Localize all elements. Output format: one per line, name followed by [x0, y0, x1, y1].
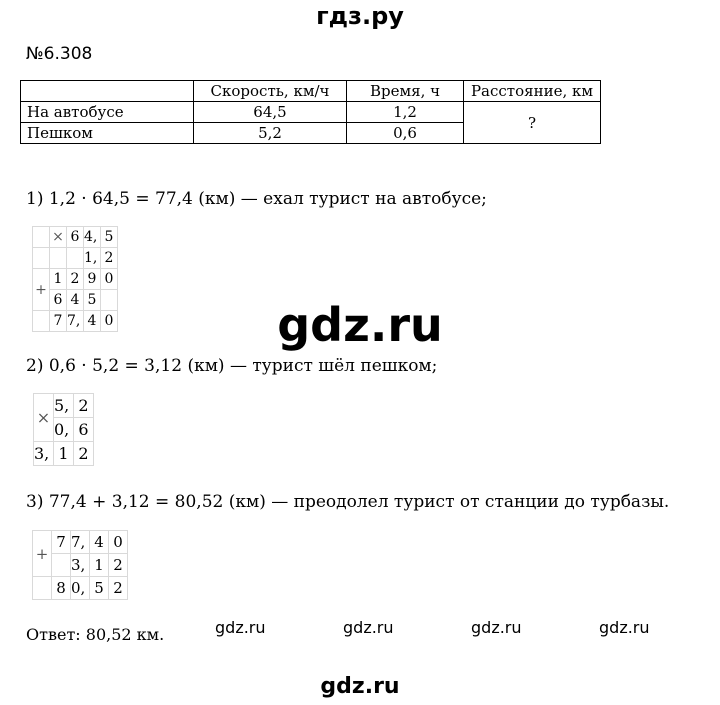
digit: 9 [84, 269, 101, 290]
addition-grid [32, 530, 128, 600]
table-header-row [21, 81, 601, 102]
table-header-cell: Расстояние, км [464, 81, 601, 102]
speed-cell: 64,5 [194, 102, 347, 123]
table-header-cell: Время, ч [347, 81, 464, 102]
speed-cell: 5,2 [194, 123, 347, 144]
watermark-bottom: gdz.ru [320, 674, 400, 699]
digit: 8 [52, 577, 71, 600]
table-row [21, 102, 601, 123]
digit: 0 [109, 531, 128, 554]
digit: 5 [101, 227, 118, 248]
digit: 2 [109, 577, 128, 600]
digit: 1 [54, 442, 74, 466]
table-header-cell [21, 81, 194, 102]
times-sign: × [50, 227, 67, 248]
solution-step: 3) 77,4 + 3,12 = 80,52 (км) — преодолел турист от станции до турбазы. [26, 492, 670, 512]
plus-sign: + [33, 269, 50, 311]
watermark-small: gdz.ru [471, 618, 522, 637]
multiplication-grid-2 [33, 393, 94, 466]
watermark-small: gdz.ru [599, 618, 650, 637]
digit: 4 [90, 531, 109, 554]
digit: 0, [71, 577, 90, 600]
digit: 7 [50, 311, 67, 332]
digit: 4 [67, 290, 84, 311]
solution-step: 2) 0,6 · 5,2 = 3,12 (км) — турист шёл пешком; [26, 356, 438, 376]
digit: 0, [54, 418, 74, 442]
digit: 3, [71, 554, 90, 577]
digit: 6 [74, 418, 94, 442]
digit: 4 [84, 311, 101, 332]
digit: 1, [84, 248, 101, 269]
digit: 2 [74, 394, 94, 418]
digit: 7 [52, 531, 71, 554]
solution-step: 1) 1,2 · 64,5 = 77,4 (км) — ехал турист на автобусе; [26, 189, 487, 209]
digit: 2 [109, 554, 128, 577]
time-cell: 1,2 [347, 102, 464, 123]
digit: 3, [34, 442, 54, 466]
digit: 2 [74, 442, 94, 466]
watermark-small: gdz.ru [343, 618, 394, 637]
digit: 4, [84, 227, 101, 248]
row-label: На автобусе [21, 102, 194, 123]
times-sign: × [34, 394, 54, 442]
distance-cell: ? [464, 102, 601, 144]
time-cell: 0,6 [347, 123, 464, 144]
watermark-small: gdz.ru [215, 618, 266, 637]
digit: 2 [101, 248, 118, 269]
digit: 6 [50, 290, 67, 311]
watermark-large: gdz.ru [277, 298, 443, 352]
answer: Ответ: 80,52 км. [26, 625, 165, 644]
digit: 5 [84, 290, 101, 311]
digit: 1 [90, 554, 109, 577]
digit: 2 [67, 269, 84, 290]
site-title: гдз.ру [316, 2, 404, 30]
row-label: Пешком [21, 123, 194, 144]
digit: 0 [101, 269, 118, 290]
digit: 6 [67, 227, 84, 248]
problem-number: №6.308 [26, 44, 93, 64]
digit: 5 [90, 577, 109, 600]
digit: 1 [50, 269, 67, 290]
digit: 0 [101, 311, 118, 332]
digit: 7, [71, 531, 90, 554]
digit: 7, [67, 311, 84, 332]
plus-sign: + [33, 531, 52, 577]
digit: 5, [54, 394, 74, 418]
data-table [20, 80, 601, 144]
table-header-cell: Скорость, км/ч [194, 81, 347, 102]
